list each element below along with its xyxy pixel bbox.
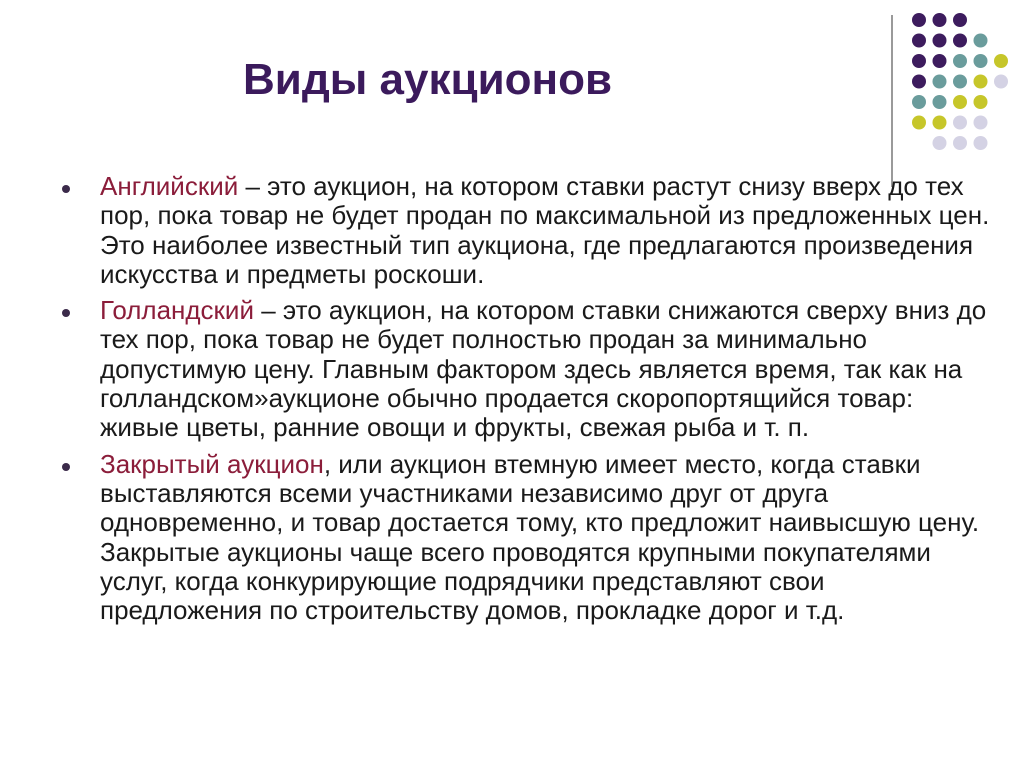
term-sealed: Закрытый аукцион bbox=[100, 448, 324, 479]
decorative-dot bbox=[933, 95, 947, 109]
definition-dutch: – это аукцион, на котором ставки снижаются сверху вниз до тех пор, пока товар не будет полностью продан за минимально допустимую цену. Главным фактором здесь является время, так как на голландском»аукционе обычно продается скоропортящийся товар: живые цветы, ранние овощи и фрукты, свежая рыба и т. п. bbox=[100, 295, 987, 443]
bullet-item-dutch bbox=[62, 296, 992, 442]
bullet-dot-icon bbox=[62, 309, 70, 317]
bullet-dot-icon bbox=[62, 463, 70, 471]
decorative-dot bbox=[994, 54, 1008, 68]
decorative-dot bbox=[974, 75, 988, 89]
term-dutch: Голландский bbox=[100, 295, 254, 326]
definition-english: – это аукцион, на котором ставки растут снизу вверх до тех пор, пока товар не будет продан по максимальной из предложенных цен. Это наиболее известный тип аукциона, где предлагаются произведения искусства и предметы роскоши. bbox=[100, 171, 990, 289]
decorative-dot bbox=[953, 75, 967, 89]
decorative-dot bbox=[933, 13, 947, 27]
decorative-dot bbox=[953, 95, 967, 109]
decorative-dot bbox=[953, 116, 967, 130]
decorative-dot bbox=[933, 136, 947, 150]
decorative-dot bbox=[912, 95, 926, 109]
bullet-dot-icon bbox=[62, 185, 70, 193]
decorative-dot bbox=[953, 13, 967, 27]
decorative-dot bbox=[994, 75, 1008, 89]
decorative-dot bbox=[933, 34, 947, 48]
decorative-dot bbox=[933, 116, 947, 130]
decorative-dot bbox=[912, 75, 926, 89]
definition-sealed: , или аукцион втемную имеет место, когда ставки выставляются всеми участниками независимо друг от друга одновременно, и товар достается тому, кто предложит наивысшую цену. Закрытые аукционы чаще всего проводятся крупными покупателями услуг, когда конкурирующие подрядчики представляют свои предложения по строительству домов, прокладке дорог и т.д. bbox=[100, 448, 980, 626]
decorative-dot bbox=[953, 136, 967, 150]
decorative-dot bbox=[912, 13, 926, 27]
decorative-dot bbox=[974, 34, 988, 48]
decorative-dot bbox=[974, 136, 988, 150]
decorative-dot bbox=[953, 54, 967, 68]
decorative-dot bbox=[974, 95, 988, 109]
decorative-dot bbox=[912, 54, 926, 68]
decorative-dot bbox=[933, 75, 947, 89]
decorative-dot bbox=[974, 54, 988, 68]
bullet-item-english bbox=[62, 172, 992, 289]
decorative-dot bbox=[933, 54, 947, 68]
decorative-dot bbox=[912, 116, 926, 130]
decorative-dot bbox=[953, 34, 967, 48]
slide-title: Виды аукционов bbox=[243, 55, 612, 104]
decorative-dot bbox=[974, 116, 988, 130]
bullet-item-sealed bbox=[62, 450, 992, 626]
term-english: Английский bbox=[100, 171, 239, 201]
bullet-list bbox=[62, 172, 992, 632]
decorative-dot bbox=[912, 34, 926, 48]
